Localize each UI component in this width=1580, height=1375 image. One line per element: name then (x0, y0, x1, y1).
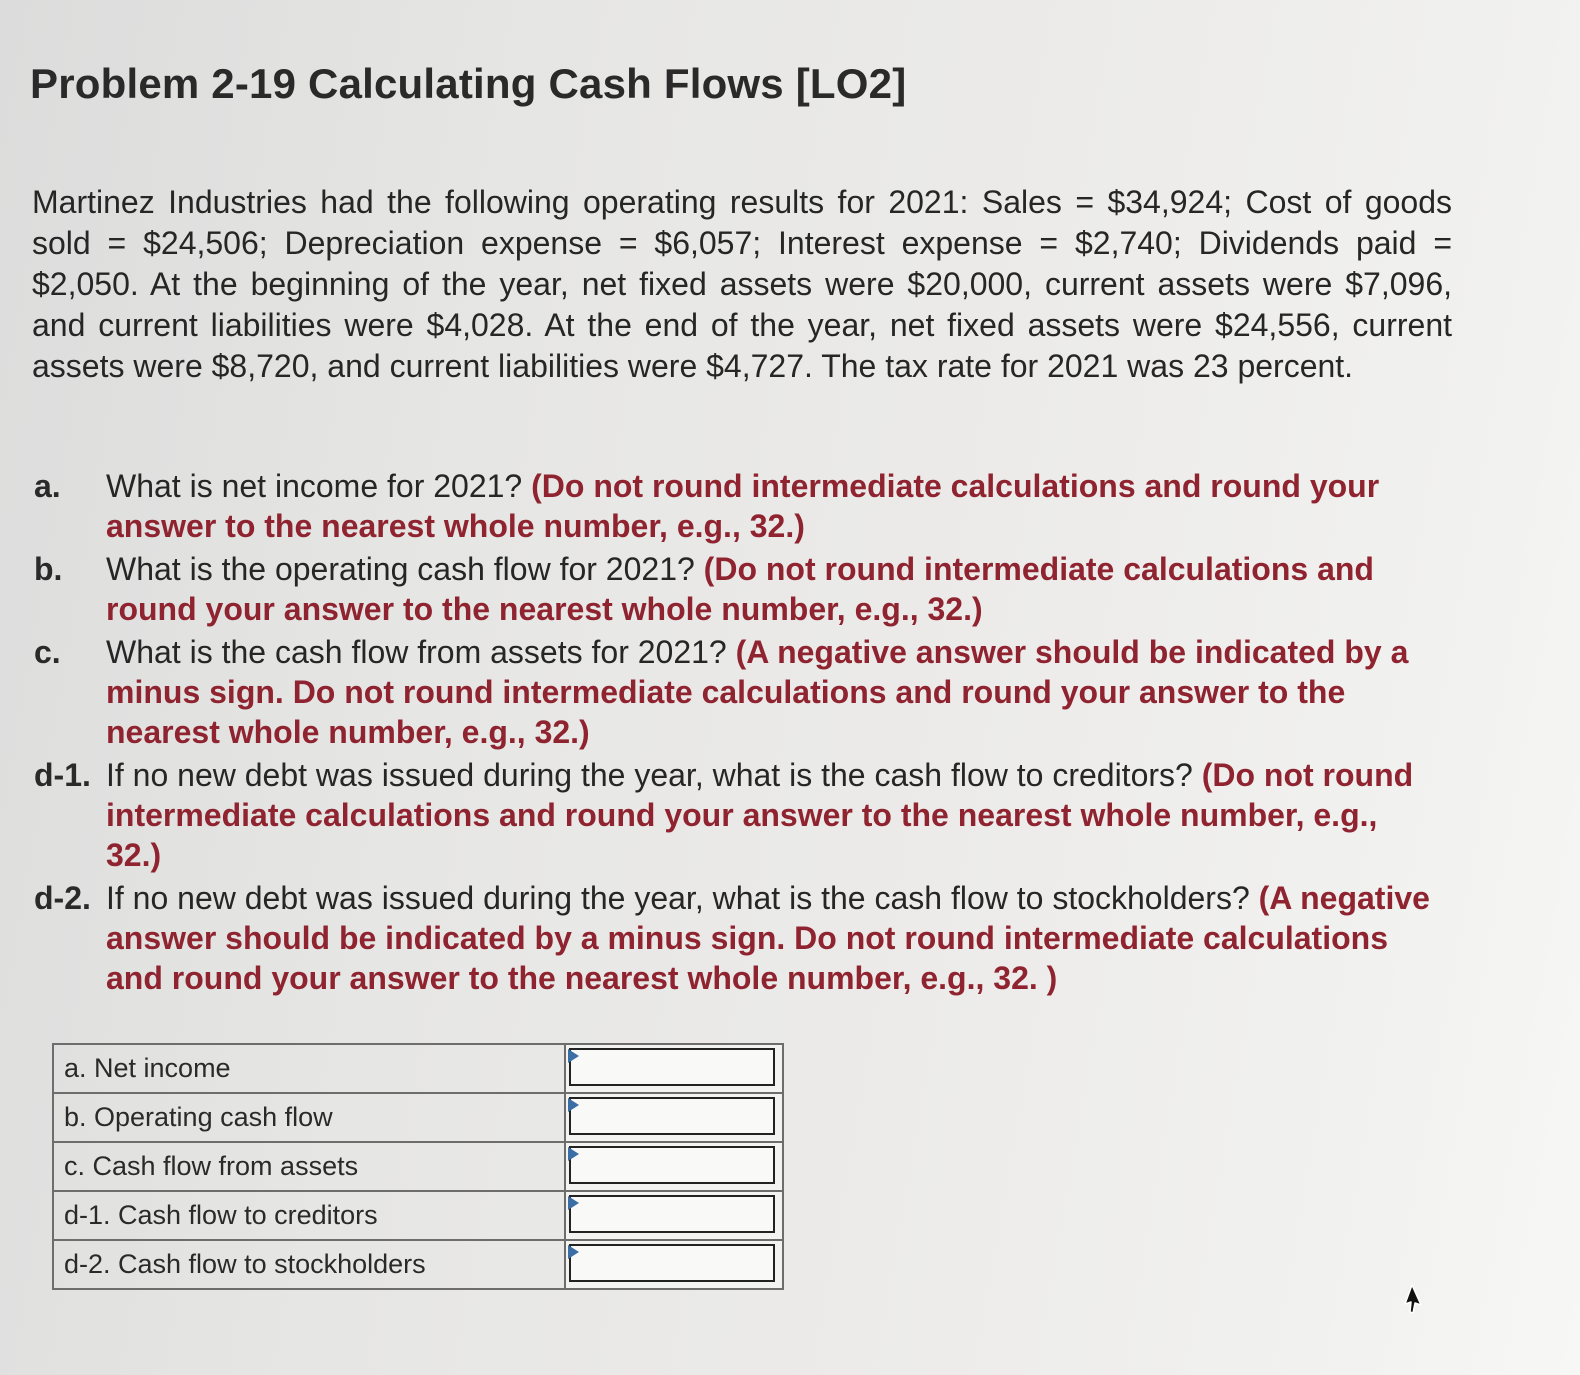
answer-label: a. Net income (53, 1044, 565, 1093)
question-instruction: (Do not round intermediate calculations and round your answer to the nearest whole number, e.g., 32.) (106, 757, 1414, 873)
question-d2 (34, 878, 1434, 998)
triangle-marker-icon (568, 1147, 579, 1161)
page-title: Problem 2-19 Calculating Cash Flows [LO2] (30, 60, 907, 107)
answer-row-cash-flow-to-creditors (53, 1191, 783, 1240)
question-label: d-1. (34, 757, 91, 793)
triangle-marker-icon (568, 1245, 579, 1259)
mouse-pointer-icon (1402, 1283, 1428, 1317)
answer-label: b. Operating cash flow (53, 1093, 565, 1142)
question-text: What is the operating cash flow for 2021? (106, 551, 695, 587)
question-a (34, 466, 1434, 546)
answer-cell (565, 1044, 783, 1093)
question-text: If no new debt was issued during the year, what is the cash flow to creditors? (106, 757, 1193, 793)
answer-table (52, 1043, 784, 1290)
triangle-marker-icon (568, 1196, 579, 1210)
cash-flow-to-stockholders-input[interactable] (569, 1244, 775, 1282)
answer-cell (565, 1142, 783, 1191)
answer-label: d-2. Cash flow to stockholders (53, 1240, 565, 1289)
answer-row-cash-flow-from-assets (53, 1142, 783, 1191)
question-list (34, 466, 1434, 1001)
question-label: c. (34, 634, 61, 670)
question-text: What is the cash flow from assets for 2021? (106, 634, 727, 670)
question-text: If no new debt was issued during the year, what is the cash flow to stockholders? (106, 880, 1250, 916)
answer-row-operating-cash-flow (53, 1093, 783, 1142)
answer-label: c. Cash flow from assets (53, 1142, 565, 1191)
cash-flow-to-creditors-input[interactable] (569, 1195, 775, 1233)
answer-cell (565, 1240, 783, 1289)
net-income-input[interactable] (569, 1048, 775, 1086)
question-instruction: (Do not round intermediate calculations and round your answer to the nearest whole number, e.g., 32.) (106, 551, 1374, 627)
question-b (34, 549, 1434, 629)
question-label: b. (34, 551, 63, 587)
answer-cell (565, 1191, 783, 1240)
operating-cash-flow-input[interactable] (569, 1097, 775, 1135)
answer-label: d-1. Cash flow to creditors (53, 1191, 565, 1240)
answer-row-cash-flow-to-stockholders (53, 1240, 783, 1289)
triangle-marker-icon (568, 1098, 579, 1112)
question-c (34, 632, 1434, 752)
question-label: d-2. (34, 880, 91, 916)
cash-flow-from-assets-input[interactable] (569, 1146, 775, 1184)
answer-row-net-income (53, 1044, 783, 1093)
answer-cell (565, 1093, 783, 1142)
triangle-marker-icon (568, 1049, 579, 1063)
problem-statement: Martinez Industries had the following operating results for 2021: Sales = $34,924; Cost of goods sold = $24,506; Depreciation expense = $6,057; Interest expense = $2,740; Dividends paid = $2,050. At the beginning of the year, net fixed assets were $20,000, current assets were $7,096, and current liabilities were $4,028. At the end of the year, net fixed assets were $24,556, current assets were $8,720, and current liabilities were $4,727. The tax rate for 2021 was 23 percent. (32, 184, 1452, 384)
question-label: a. (34, 468, 61, 504)
question-instruction: (Do not round intermediate calculations and round your answer to the nearest whole number, e.g., 32.) (106, 468, 1380, 544)
question-text: What is net income for 2021? (106, 468, 523, 504)
question-instruction: (A negative answer should be indicated by a minus sign. Do not round intermediate calculations and round your answer to the nearest whole number, e.g., 32.) (106, 634, 1409, 750)
question-instruction: (A negative answer should be indicated by a minus sign. Do not round intermediate calculations and round your answer to the nearest whole number, e.g., 32. ) (106, 880, 1430, 996)
question-d1 (34, 755, 1434, 875)
